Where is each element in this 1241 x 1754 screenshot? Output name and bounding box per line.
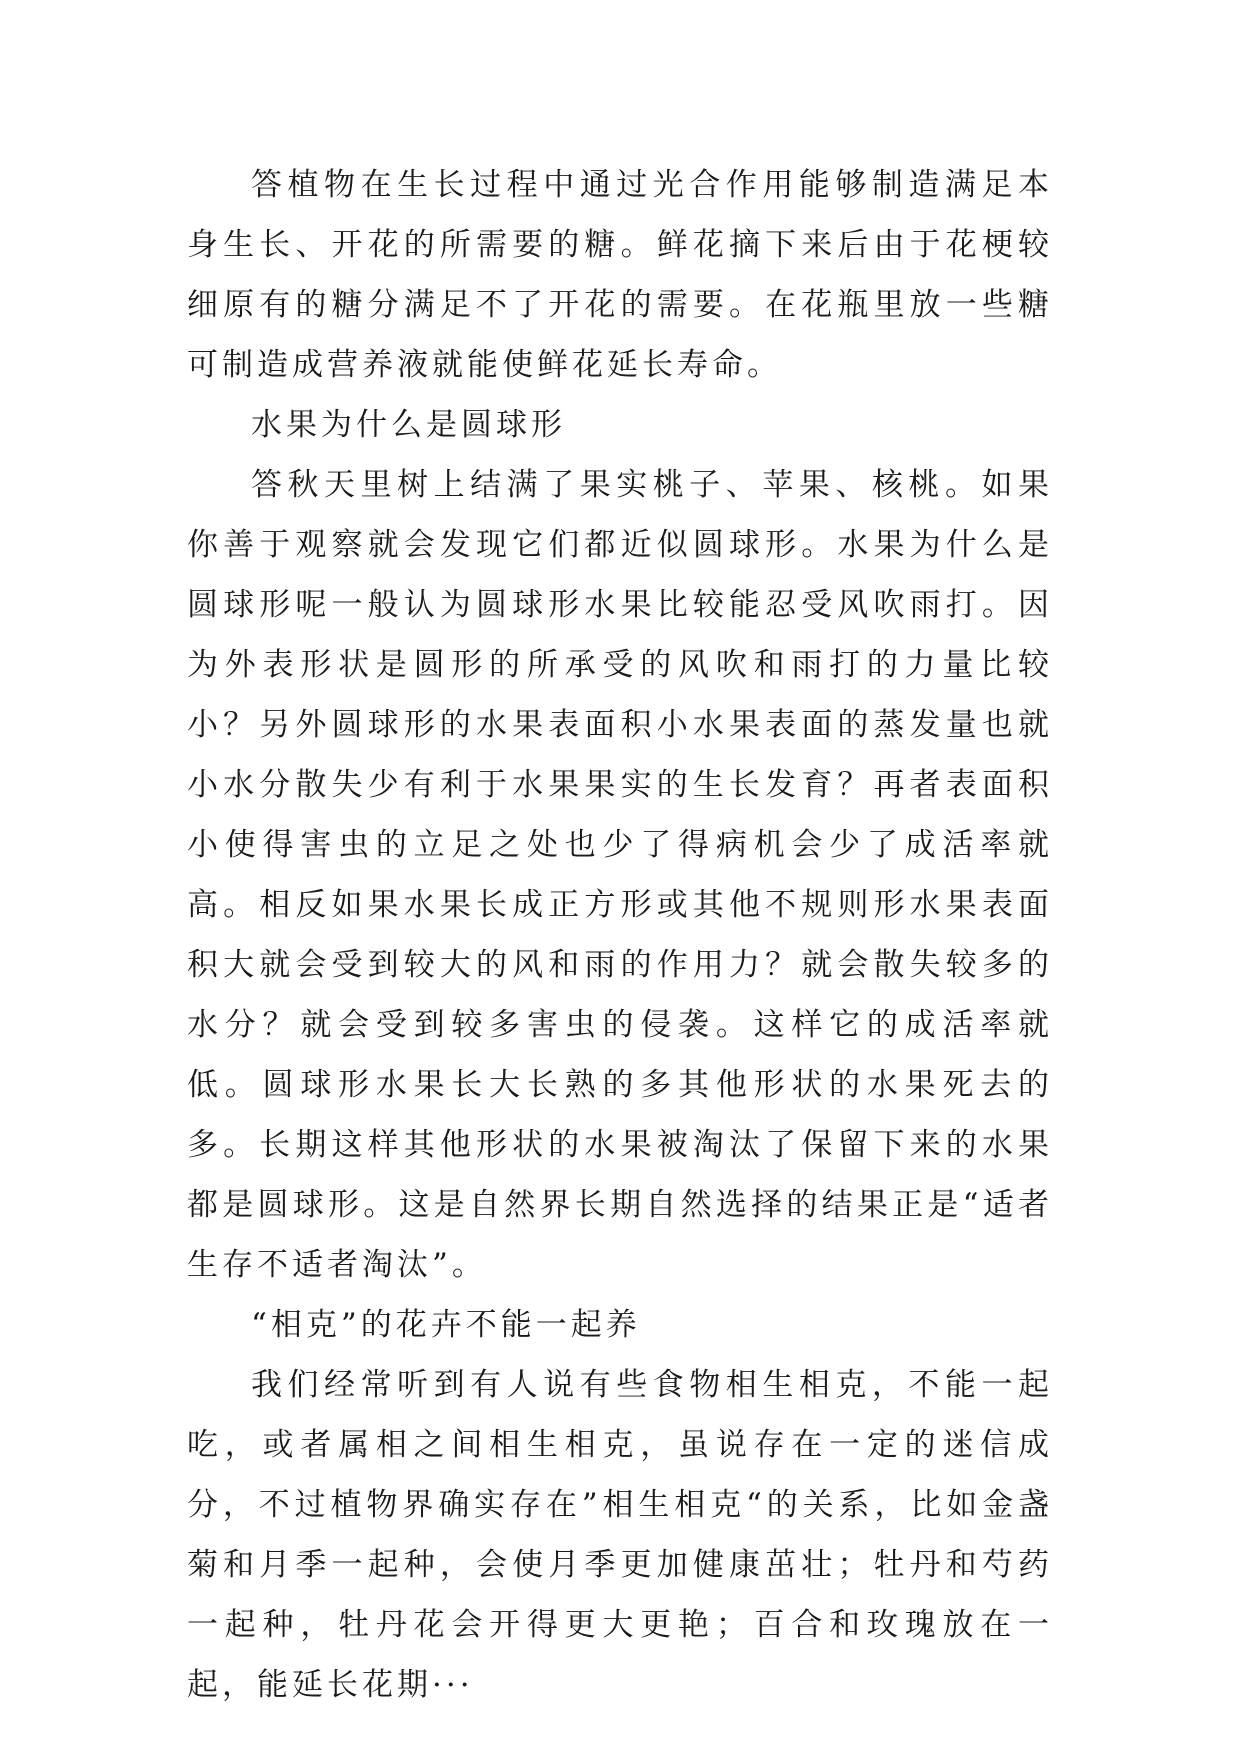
heading-fruit-round: 水果为什么是圆球形	[251, 407, 566, 443]
paragraph-fruit-round: 答秋天里树上结满了果实桃子、苹果、核桃。如果你善于观察就会发现它们都近似圆球形。水果为什么是圆球形呢一般认为圆球形水果比较能忍受风吹雨打。因为外表形状是圆形的所承受的风吹和雨打的力量比较小？另外圆球形的水果表面积小水果表面的蒸发量也就小水分散失少有利于水果果实的生长发育？再者表面积小使得害虫的立足之处也少了得病机会少了成活率就高。相反如果水果长成正方形或其他不规则形水果表面积大就会受到较大的风和雨的作用力？就会散失较多的水分？就会受到较多害虫的侵袭。这样它的成活率就低。圆球形水果长大长熟的多其他形状的水果死去的多。长期这样其他形状的水果被淘汰了保留下来的水果都是圆球形。这是自然界长期自然选择的结果正是“适者生存不适者淘汰”。	[187, 467, 1053, 1283]
paragraph-incompatible-flowers: 我们经常听到有人说有些食物相生相克，不能一起吃，或者属相之间相生相克，虽说存在一定的迷信成分，不过植物界确实存在”相生相克“的关系，比如金盏菊和月季一起种，会使月季更加健康茁壮；牡丹和芍药一起种，牡丹花会开得更大更艳；百合和玫瑰放在一起，能延长花期···	[187, 1367, 1053, 1703]
heading-incompatible-flowers: “相克”的花卉不能一起养	[251, 1307, 641, 1343]
document-body	[187, 155, 1053, 1715]
paragraph-flower-sugar: 答植物在生长过程中通过光合作用能够制造满足本身生长、开花的所需要的糖。鲜花摘下来后由于花梗较细原有的糖分满足不了开花的需要。在花瓶里放一些糖可制造成营养液就能使鲜花延长寿命。	[187, 167, 1053, 383]
